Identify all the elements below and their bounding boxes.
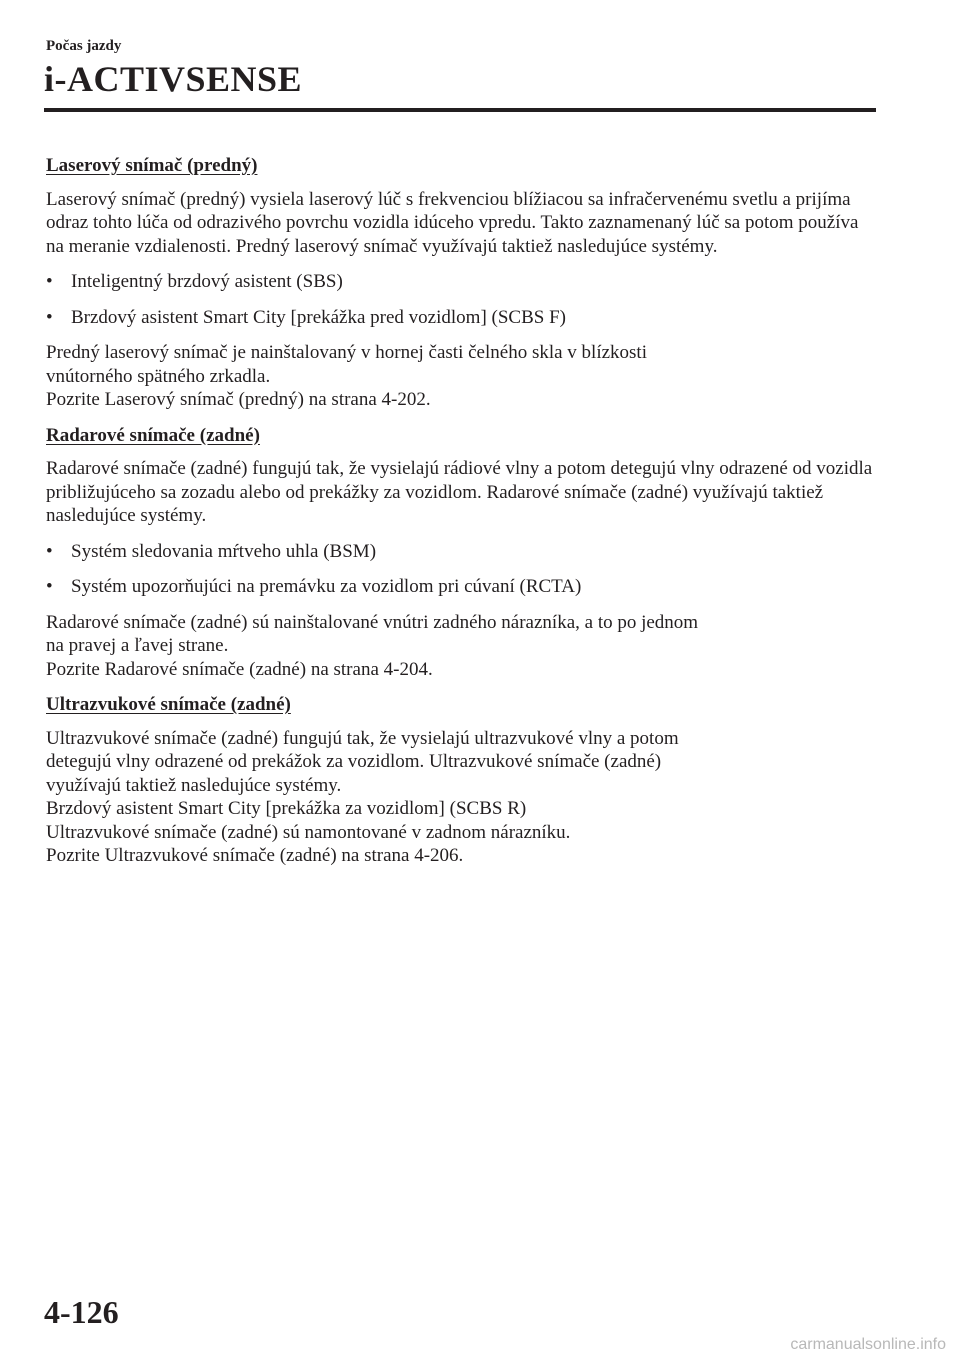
bullet-list-radar — [46, 540, 876, 599]
paragraph-laser-intro: Laserový snímač (predný) vysiela laserový lúč s frekvenciou blížiacou sa infračervenému svetlu a prijíma odraz tohto lúča od odrazivého povrchu vozidla idúceho vpredu. Takto zaznamenaný lúč sa potom používa na meranie vzdialenosti. Predný laserový snímač využívajú taktiež nasledujúce systémy. — [46, 188, 859, 257]
list-item — [46, 270, 876, 294]
list-item — [46, 540, 876, 564]
section-title: i-ACTIVSENSE — [44, 59, 303, 99]
text-line: Radarové snímače (zadné) sú nainštalované vnútri zadného nárazníka, a to po jednom — [46, 611, 699, 633]
section-ultrasonic-sensors — [46, 693, 876, 868]
paragraph-radar-intro: Radarové snímače (zadné) fungujú tak, že vysielajú rádiové vlny a potom detegujú vlny odrazené od vozidla približujúceho sa zozadu alebo od prekážky za vozidlom. Radarové snímače (zadné) využívajú taktiež nasledujúce systémy. — [46, 458, 873, 526]
section-laser-sensor — [46, 154, 876, 412]
cross-reference: Pozrite Laserový snímač (predný) na strana 4-202. — [46, 389, 431, 410]
bullet-list-laser — [46, 270, 876, 329]
text-line: na pravej a ľavej strane. — [46, 635, 229, 656]
list-item-text: Brzdový asistent Smart City [prekážka pred vozidlom] (SCBS F) — [71, 306, 566, 328]
cross-reference: Pozrite Radarové snímače (zadné) na strana 4-204. — [46, 658, 433, 680]
text-line: Brzdový asistent Smart City [prekážka za vozidlom] (SCBS R) — [46, 798, 527, 819]
header-divider — [44, 108, 876, 112]
paragraph-laser-location — [46, 341, 876, 412]
list-item-text: Inteligentný brzdový asistent (SBS) — [71, 271, 343, 292]
text-line: vnútorného spätného zrkadla. — [46, 365, 271, 387]
subheading-laser-sensor: Laserový snímač (predný) — [46, 155, 258, 176]
bullet-icon: • — [46, 271, 53, 292]
list-item-text: Systém upozorňujúci na premávku za vozidlom pri cúvaní (RCTA) — [71, 576, 582, 597]
chapter-label: Počas jazdy — [46, 38, 122, 54]
page-number: 4-126 — [44, 1294, 119, 1330]
text-line: využívajú taktiež nasledujúce systémy. — [46, 774, 342, 796]
subheading-radar-sensors: Radarové snímače (zadné) — [46, 424, 260, 446]
list-item — [46, 306, 876, 330]
subheading-ultrasonic-sensors: Ultrazvukové snímače (zadné) — [46, 694, 291, 715]
section-radar-sensors — [46, 424, 876, 682]
watermark: carmanualsonline.info — [790, 1336, 946, 1353]
text-line: Ultrazvukové snímače (zadné) fungujú tak, že vysielajú ultrazvukové vlny a potom — [46, 727, 679, 749]
list-item — [46, 575, 876, 599]
paragraph-ultrasonic — [46, 727, 876, 868]
paragraph-radar-location — [46, 611, 876, 682]
page-content — [46, 154, 876, 880]
cross-reference: Pozrite Ultrazvukové snímače (zadné) na strana 4-206. — [46, 845, 464, 866]
list-item-text: Systém sledovania mŕtveho uhla (BSM) — [71, 540, 377, 562]
bullet-icon: • — [46, 576, 53, 597]
text-line: Predný laserový snímač je nainštalovaný v hornej časti čelného skla v blízkosti — [46, 342, 647, 363]
bullet-icon: • — [46, 540, 53, 562]
bullet-icon: • — [46, 306, 53, 328]
text-line: detegujú vlny odrazené od prekážok za vozidlom. Ultrazvukové snímače (zadné) — [46, 751, 662, 772]
text-line: Ultrazvukové snímače (zadné) sú namontované v zadnom nárazníku. — [46, 821, 571, 843]
